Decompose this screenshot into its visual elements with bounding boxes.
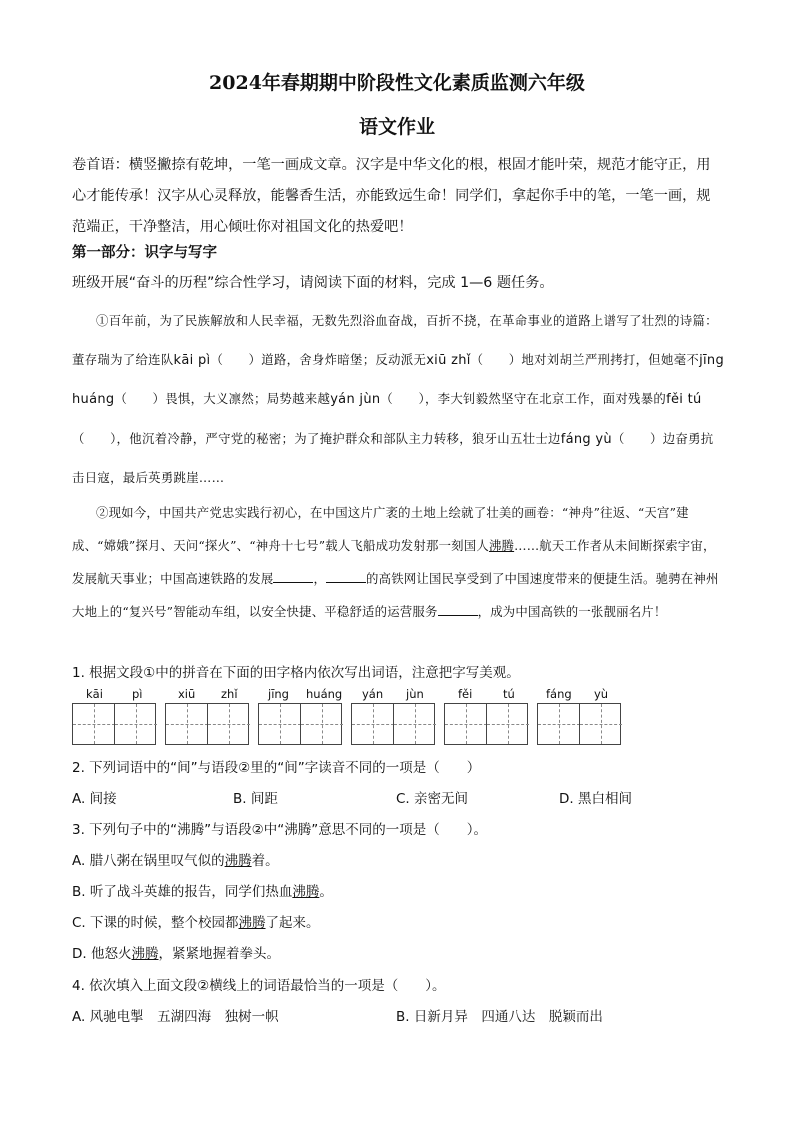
underlined-word: 沸腾 — [131, 946, 159, 962]
option-text: D. 他怒火 — [72, 946, 132, 962]
tianzige-cell[interactable] — [259, 704, 301, 744]
tianzige-cell[interactable] — [207, 704, 250, 744]
p2-text: 的高铁网让国民享受到了中国速度带来的便捷生活。驰骋在神州大地上的“复兴号”智能动车组，以安全快捷、平稳舒适的运营服务 — [72, 571, 719, 619]
q4-option-b[interactable]: B. 日新月异 四通八达 脱颖而出 — [396, 1009, 603, 1025]
option-text: ，紧紧地握着拳头。 — [158, 946, 280, 962]
fill-blank-3[interactable] — [438, 603, 478, 616]
tianzige-cell[interactable] — [166, 704, 208, 744]
option-text: C. 下课的时候，整个校园都 — [72, 915, 239, 931]
pinyin-label: fěi — [458, 687, 473, 701]
p2-text: ，成为中国高铁的一张靓丽名片！ — [477, 604, 667, 619]
q2-option-c[interactable]: C. 亲密无间 — [396, 791, 469, 807]
pinyin-label: yán — [362, 687, 384, 701]
exam-subtitle: 语文作业 — [358, 116, 435, 138]
fill-blank-2[interactable] — [326, 570, 366, 583]
fill-blank-1[interactable] — [273, 570, 313, 583]
p2-text: ， — [313, 571, 327, 586]
underlined-word: 沸腾 — [488, 538, 515, 553]
q2-option-b[interactable]: B. 间距 — [233, 791, 278, 807]
pinyin-label: pì — [132, 687, 143, 701]
option-text: B. 听了战斗英雄的报告，同学们热血 — [72, 884, 293, 900]
pinyin-label: huáng — [306, 687, 343, 701]
q3-option-a[interactable] — [72, 849, 279, 869]
p1-text: ①百年前，为了民族解放和人民幸福，无数先烈浴血奋战，百折不挠，在革命事业的道路上谱写了壮烈的诗篇：董存瑞为了给连队 — [72, 313, 718, 367]
tianzige-cell[interactable] — [445, 704, 487, 744]
option-text: 。 — [319, 884, 333, 900]
pinyin-label: jīng — [268, 687, 289, 701]
underlined-word: 沸腾 — [224, 853, 252, 869]
question-1: 1. 根据文段①中的拼音在下面的田字格内依次写出词语，注意把字写美观。 — [72, 665, 520, 681]
pinyin-6: fáng yù — [560, 431, 612, 447]
tianzige-cell[interactable] — [73, 704, 115, 744]
p1-text: （ ）道路，舍身炸暗堡；反动派无 — [210, 351, 427, 367]
tianzige-cell[interactable] — [352, 704, 394, 744]
tianzige-grid[interactable] — [444, 703, 528, 745]
underlined-word: 沸腾 — [292, 884, 320, 900]
p1-text: （ ），他沉着冷静，严守党的秘密；为了掩护群众和部队主力转移，狼牙山五壮士边 — [72, 430, 561, 446]
tianzige-cell[interactable] — [114, 704, 157, 744]
intro-paragraph: 卷首语：横竖撇捺有乾坤，一笔一画成文章。汉字是中华文化的根，根固才能叶荣，规范才能守正，用心才能传承！汉字从心灵释放，能馨香生活，亦能致远生命！同学们，拿起你手中的笔，一笔一画，规范端正，干净整洁，用心倾吐你对祖国文化的热爱吧！ — [72, 157, 711, 235]
pinyin-1: kāi pì — [173, 352, 211, 368]
option-text: 着。 — [251, 853, 279, 869]
option-text: A. 腊八粥在锅里叹气似的 — [72, 853, 225, 869]
question-4: 4. 依次填入上面文段②横线上的词语最恰当的一项是（ ）。 — [72, 978, 446, 994]
exam-title: 2024年春期期中阶段性文化素质监测六年级 — [209, 72, 585, 94]
tianzige-grid[interactable] — [537, 703, 621, 745]
pinyin-label: zhǐ — [221, 687, 238, 701]
passage-paragraph-1 — [72, 302, 724, 498]
pinyin-label: yù — [594, 687, 609, 701]
tianzige-cell[interactable] — [486, 704, 529, 744]
tianzige-cell[interactable] — [579, 704, 622, 744]
q2-option-a[interactable]: A. 间接 — [72, 791, 117, 807]
p1-text: （ ），李大钊毅然坚守在北京工作，面对残暴的 — [380, 391, 667, 407]
pinyin-2: xiū zhǐ — [426, 352, 471, 368]
pinyin-label: xiū — [178, 687, 196, 701]
question-2: 2. 下列词语中的“间”与语段②里的“间”字读音不同的一项是（ ） — [72, 760, 481, 776]
p2-text: ……航天工作者从未间断探索宇宙，发展航天事业；中国高速铁路的发展 — [72, 538, 716, 586]
tianzige-grid[interactable] — [165, 703, 249, 745]
underlined-word: 沸腾 — [238, 915, 266, 931]
question-3: 3. 下列句子中的“沸腾”与语段②中“沸腾”意思不同的一项是（ ）。 — [72, 822, 487, 838]
q1-pinyin-row — [72, 687, 632, 703]
q3-option-b[interactable] — [72, 880, 333, 900]
tianzige-cell[interactable] — [300, 704, 343, 744]
q4-option-a[interactable]: A. 风驰电掣 五湖四海 独树一帜 — [72, 1009, 279, 1025]
p1-text: （ ）边奋勇抗击日寇，最后英勇跳崖…… — [72, 430, 714, 486]
pinyin-4: yán jùn — [330, 392, 381, 408]
option-text: 了起来。 — [265, 915, 320, 931]
tianzige-cell[interactable] — [393, 704, 436, 744]
pinyin-5: fěi tú — [666, 392, 702, 408]
tianzige-cell[interactable] — [538, 704, 580, 744]
p1-text: （ ）地对刘胡兰严刑拷打，但她毫不 — [470, 351, 700, 367]
task-lead: 班级开展“奋斗的历程”综合性学习，请阅读下面的材料，完成 1—6 题任务。 — [72, 275, 554, 291]
q3-option-c[interactable] — [72, 911, 320, 931]
pinyin-label: fáng — [546, 687, 572, 701]
pinyin-label: tú — [503, 687, 515, 701]
passage-paragraph-2 — [72, 496, 724, 628]
q2-option-d[interactable]: D. 黑白相间 — [559, 791, 632, 807]
p2-text: ②现如今，中国共产党忠实践行初心，在中国这片广袤的土地上绘就了壮美的画卷：“神舟”往返、“天宫”建成、“嫦娥”探月、天问“探火”、“神舟十七号”载人飞船成功发射那一刻国人 — [72, 505, 689, 553]
p1-text: （ ）畏惧，大义凛然；局势越来越 — [114, 391, 331, 407]
section-heading: 第一部分：识字与写字 — [72, 245, 217, 261]
q3-option-d[interactable] — [72, 942, 280, 962]
tianzige-grid[interactable] — [258, 703, 342, 745]
pinyin-label: jùn — [406, 687, 424, 701]
pinyin-label: kāi — [86, 687, 103, 701]
tianzige-grid[interactable] — [351, 703, 435, 745]
pinyin-3: jīng huáng — [72, 352, 724, 408]
tianzige-grid[interactable] — [72, 703, 156, 745]
